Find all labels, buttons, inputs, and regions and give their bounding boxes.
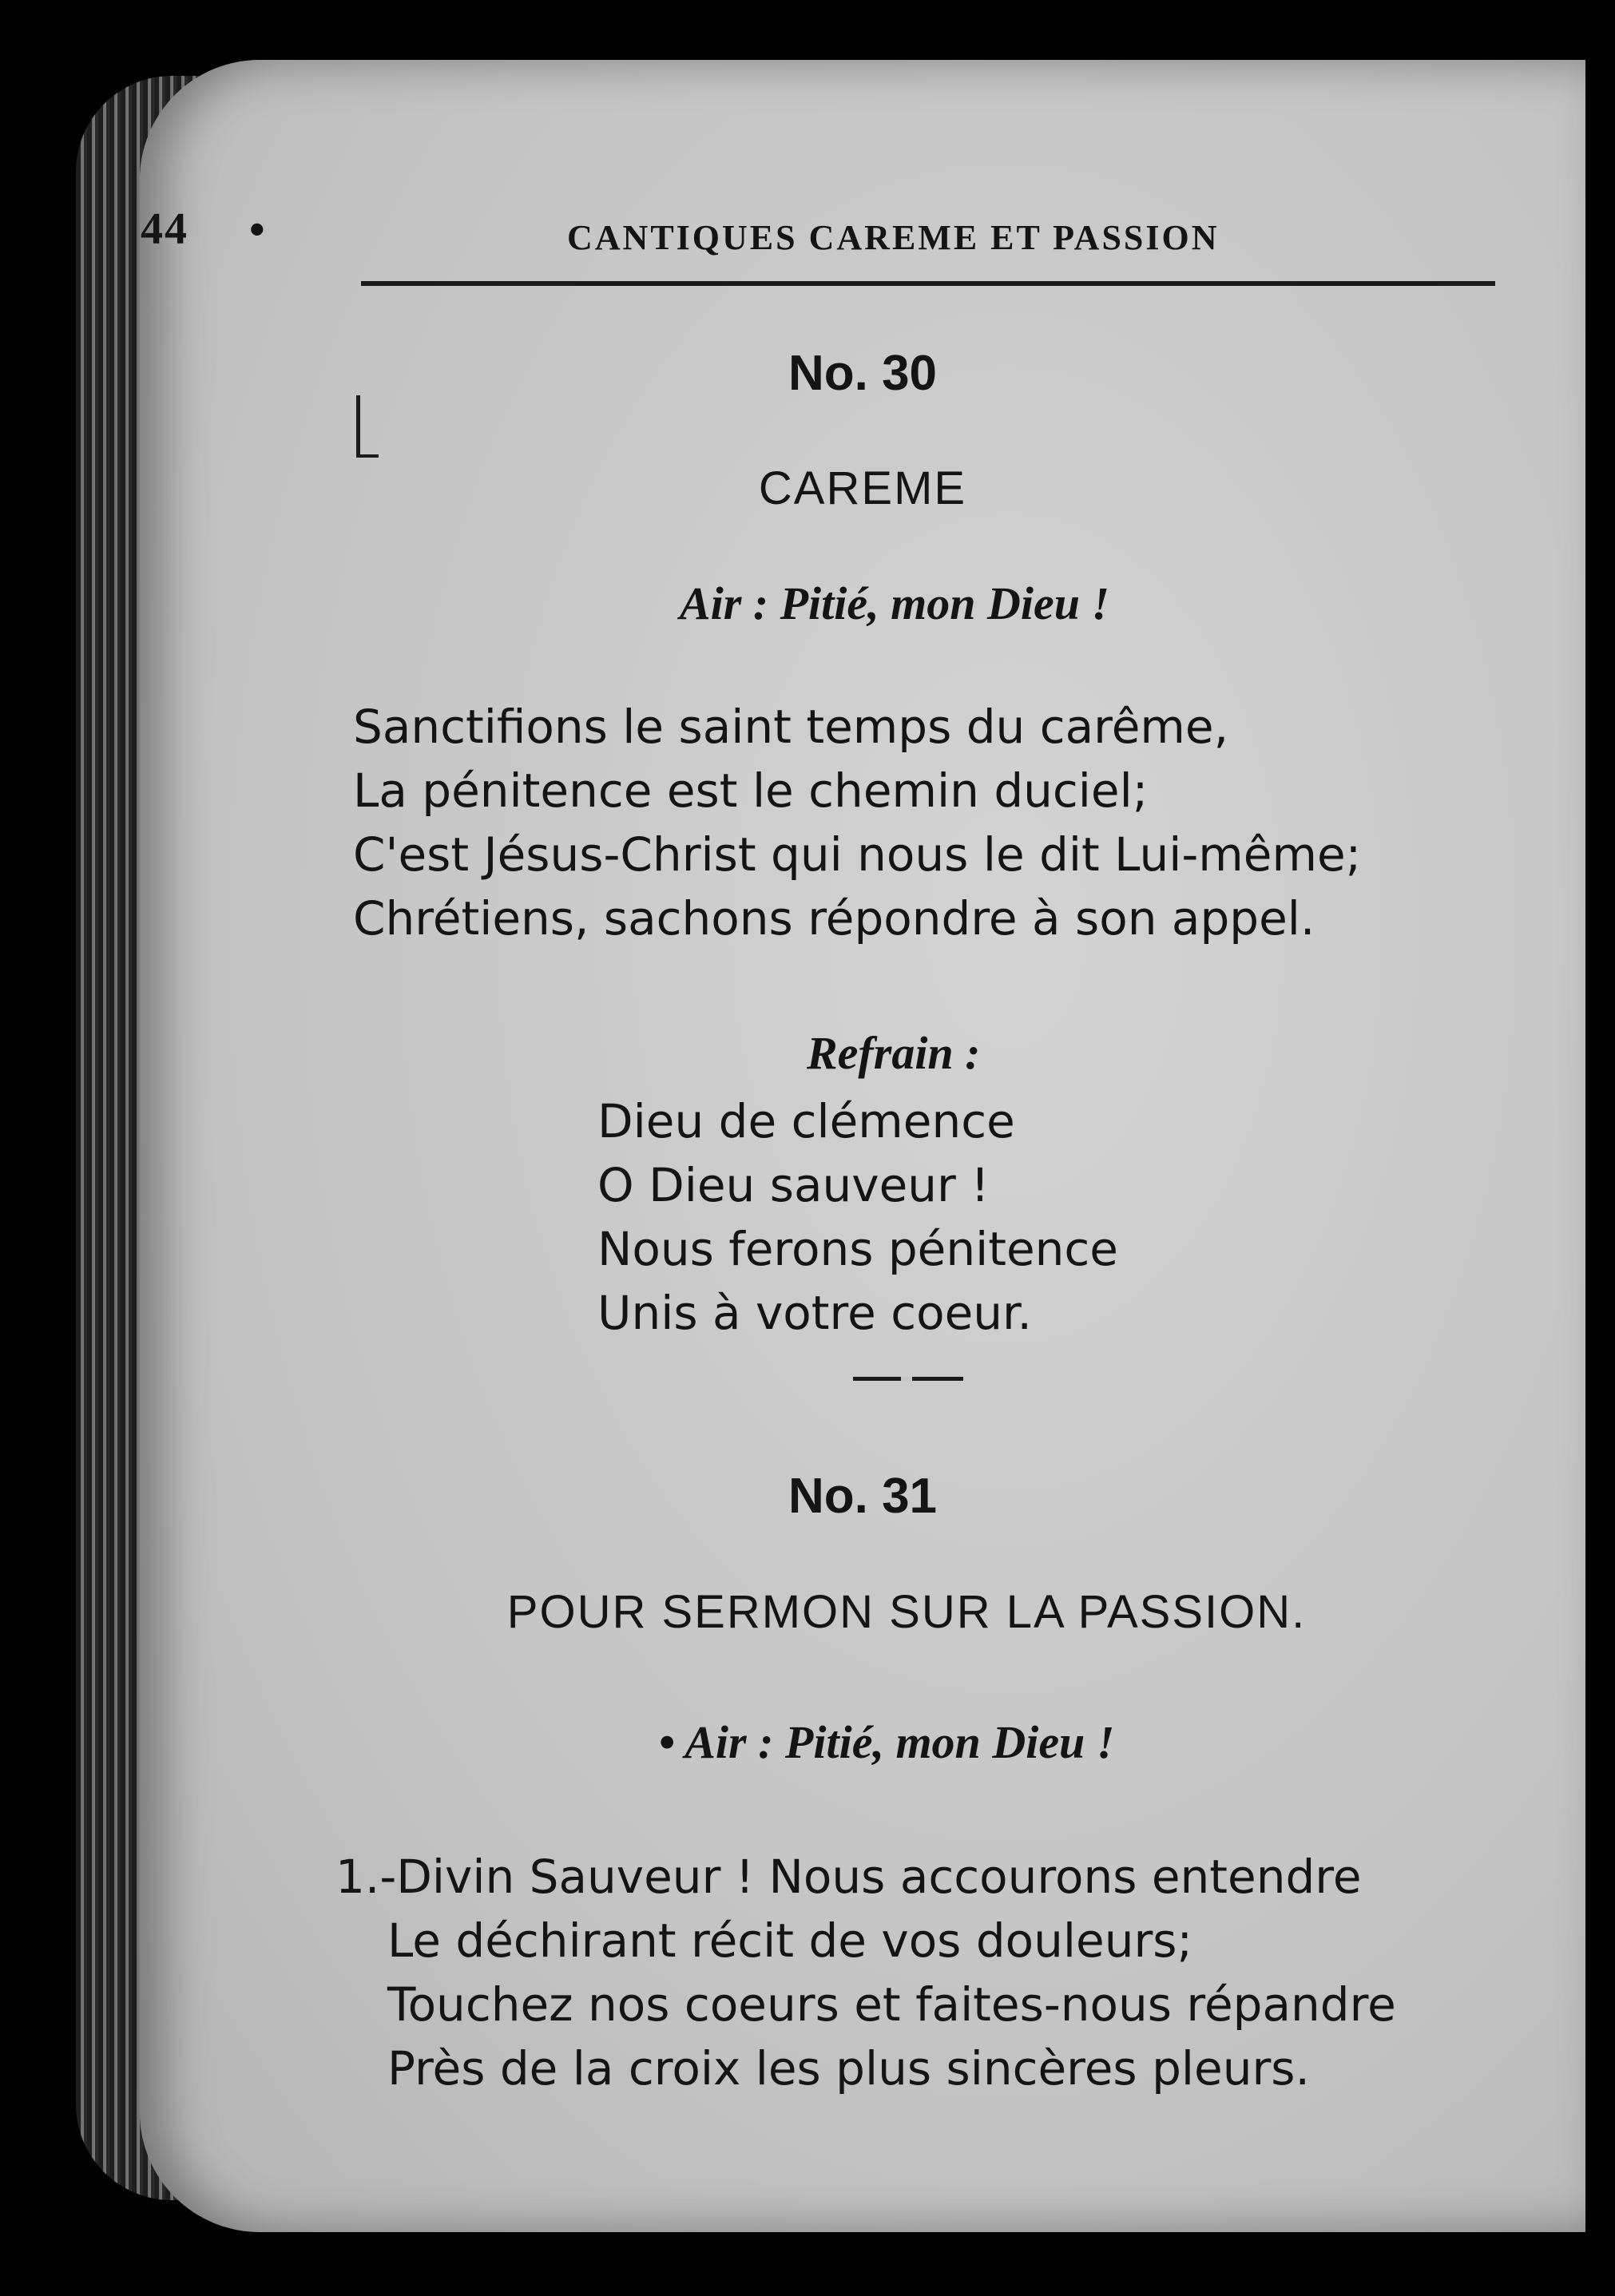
- refrain-line: Nous ferons pénitence: [597, 1222, 1118, 1276]
- refrain-line: Unis à votre coeur.: [597, 1286, 1032, 1340]
- verse-line: La pénitence est le chemin duciel;: [353, 763, 1149, 818]
- hymn-30-refrain: [597, 1089, 1118, 1345]
- hymn-30-air: Air : Pitié, mon Dieu !: [679, 577, 1110, 629]
- verse-line: Touchez nos coeurs et faites-nous répandre: [387, 1977, 1396, 2032]
- verse-line: Près de la croix les plus sincères pleurs.: [387, 2041, 1310, 2096]
- refrain-line: O Dieu sauveur !: [597, 1158, 990, 1212]
- hymn-31-number: No. 31: [788, 1469, 938, 1524]
- margin-mark: [356, 395, 360, 458]
- page-number: 44: [141, 204, 188, 254]
- running-head-title: CANTIQUES CAREME ET PASSION: [567, 218, 1220, 257]
- running-head-rule: [361, 281, 1495, 286]
- running-head-dot: •: [249, 205, 265, 255]
- refrain-line: Dieu de clémence: [597, 1094, 1015, 1148]
- section-separator: [853, 1377, 963, 1381]
- verse-line: Le déchirant récit de vos douleurs;: [387, 1913, 1193, 1968]
- verse-line: 1.-Divin Sauveur ! Nous accourons entendre: [335, 1850, 1362, 1904]
- hymn-31-air: • Air : Pitié, mon Dieu !: [658, 1716, 1115, 1768]
- refrain-label: Refrain :: [807, 1027, 981, 1079]
- hymn-30-verse: [353, 695, 1361, 950]
- verse-line: Chrétiens, sachons répondre à son appel.: [353, 891, 1315, 946]
- verse-line: C'est Jésus-Christ qui nous le dit Lui-même;: [353, 827, 1362, 882]
- hymn-30-number: No. 30: [788, 346, 938, 401]
- hymn-31-verse: [335, 1845, 1396, 2100]
- hymn-30-title: CAREME: [758, 462, 967, 514]
- verse-line: Sanctifions le saint temps du carême,: [353, 700, 1229, 754]
- hymn-31-title: POUR SERMON SUR LA PASSION.: [506, 1586, 1307, 1638]
